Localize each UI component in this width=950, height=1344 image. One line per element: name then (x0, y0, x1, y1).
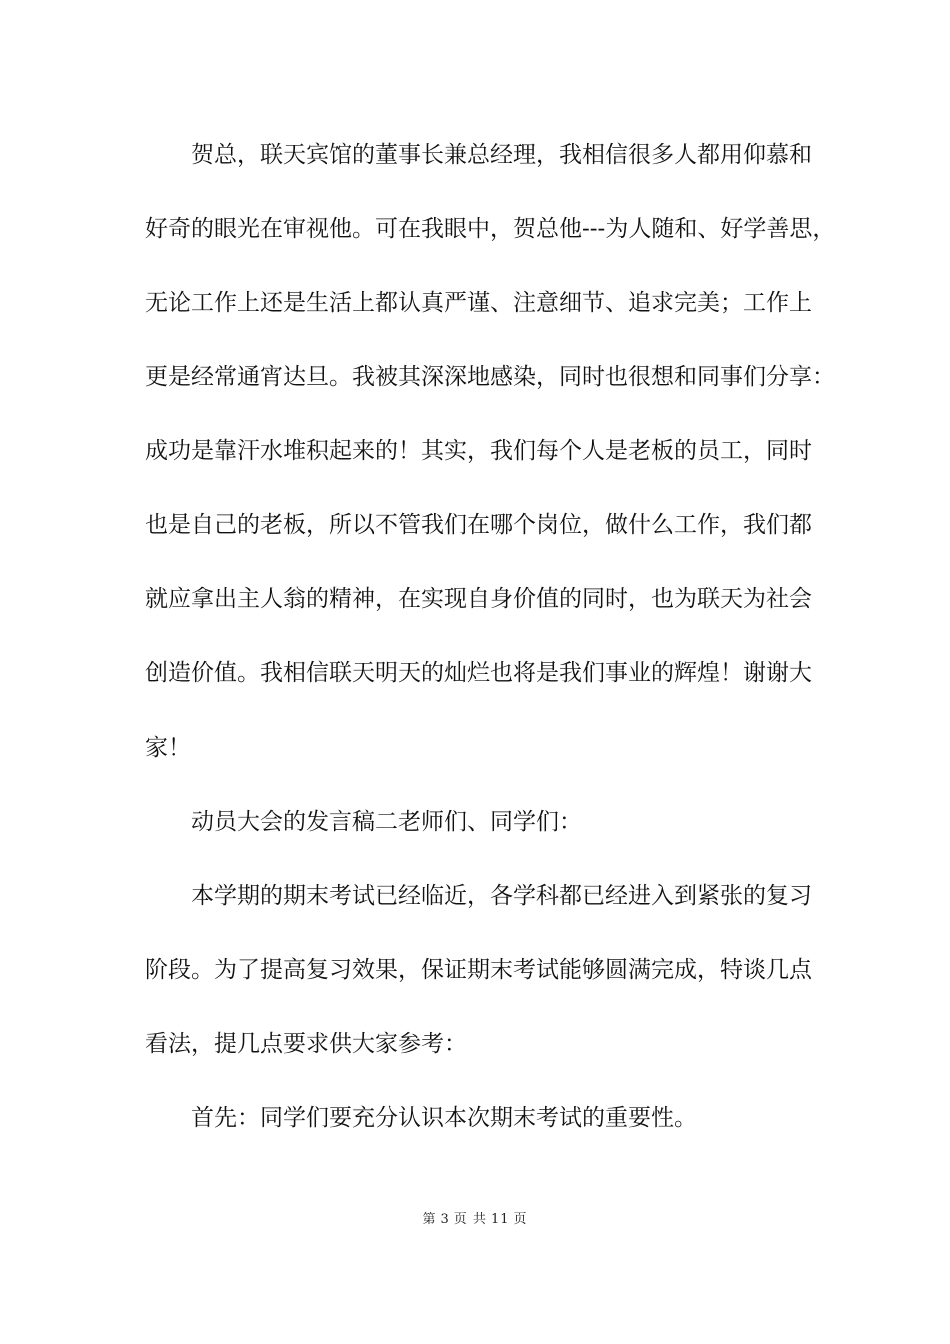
paragraph-line: 就应拿出主人翁的精神，在实现自身价值的同时，也为联天为社会 (145, 586, 812, 612)
paragraph-line: 看法，提几点要求供大家参考： (145, 1031, 467, 1057)
total-pages-number: 11 (490, 1212, 510, 1227)
paragraph-line: 更是经常通宵达旦。我被其深深地感染，同时也很想和同事们分享： (145, 364, 835, 390)
paragraph-line: 动员大会的发言稿二老师们、同学们： (191, 809, 582, 835)
paragraph-line: 无论工作上还是生活上都认真严谨、注意细节、追求完美；工作上 (145, 290, 812, 316)
current-page-number: 3 (440, 1212, 450, 1227)
paragraph-line: 好奇的眼光在审视他。可在我眼中，贺总他---为人随和、好学善思， (145, 216, 836, 242)
paragraph-line: 家！ (145, 735, 191, 761)
paragraph-line: 贺总，联天宾馆的董事长兼总经理，我相信很多人都用仰慕和 (191, 142, 812, 168)
footer-suffix: 页 (513, 1212, 528, 1227)
paragraph-line: 创造价值。我相信联天明天的灿烂也将是我们事业的辉煌！谢谢大 (145, 660, 812, 686)
footer-mid: 页 共 (453, 1212, 487, 1227)
paragraph-line: 首先：同学们要充分认识本次期末考试的重要性。 (191, 1105, 697, 1131)
paragraph-line: 本学期的期末考试已经临近，各学科都已经进入到紧张的复习 (191, 883, 812, 909)
page-footer (0, 1208, 950, 1227)
footer-prefix: 第 (422, 1212, 437, 1227)
paragraph-line: 也是自己的老板，所以不管我们在哪个岗位，做什么工作，我们都 (145, 512, 812, 538)
paragraph-line: 阶段。为了提高复习效果，保证期末考试能够圆满完成，特谈几点 (145, 957, 812, 983)
paragraph-line: 成功是靠汗水堆积起来的！其实，我们每个人是老板的员工，同时 (145, 438, 812, 464)
